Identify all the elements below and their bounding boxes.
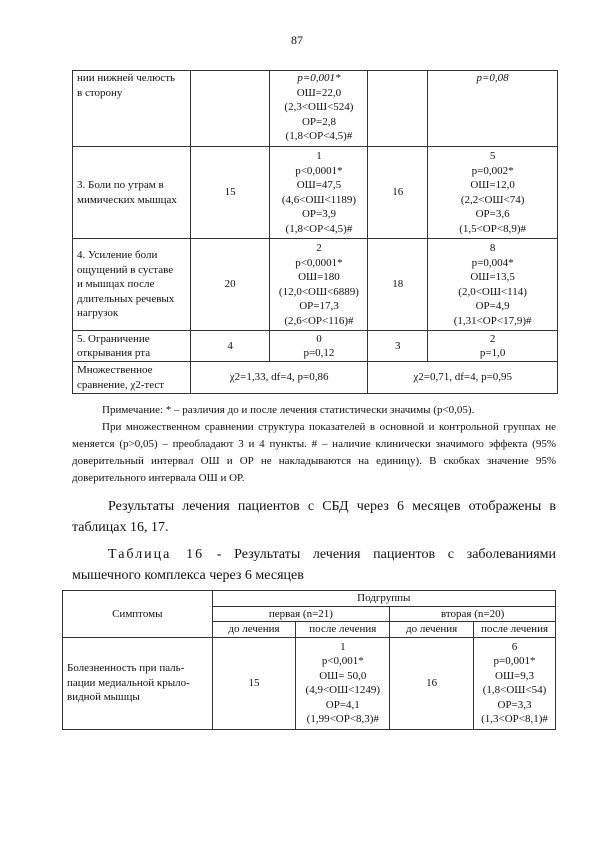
table-note bbox=[72, 402, 556, 487]
group1-before: 15 bbox=[212, 637, 296, 729]
table-row bbox=[73, 331, 558, 362]
group2-count: 3 bbox=[368, 331, 428, 362]
group2-stats: 5 p=0,002* ОШ=12,0 (2,2<ОШ<74) ОР=3,6 (1,5<ОР<8,9)# bbox=[428, 147, 558, 239]
symptom-label: Болезненность при паль- пации медиальной крыло- видной мышцы bbox=[63, 637, 213, 729]
note-explanation: При множественном сравнении структура показателей в основной и контрольной группах не меняется (p>0,05) – преобладают 3 и 4 пункты. # – наличие клинически значимого эффекта (95% доверительный интервал ОШ и ОР не накладываются на единицу). В скобках значение 95% доверительного интервала ОШ и ОР. bbox=[72, 421, 556, 484]
group1-stats: p=0,001* ОШ=22,0 (2,3<ОШ<524) ОР=2,8 (1,8<ОР<4,5)# bbox=[270, 71, 368, 147]
group1-after: 1 p<0,001* ОШ= 50,0 (4,9<ОШ<1249) ОР=4,1 (1,99<ОР<8,3)# bbox=[296, 637, 390, 729]
group1-after-header: после лечения bbox=[296, 622, 390, 638]
summary-row bbox=[73, 362, 558, 394]
table-caption bbox=[72, 544, 556, 586]
continued-results-table bbox=[72, 70, 558, 394]
six-month-results-table bbox=[62, 590, 556, 730]
group1-count: 4 bbox=[190, 331, 270, 362]
group1-count: 20 bbox=[190, 239, 270, 331]
symptom-label: 4. Усиление боли ощущений в суставе и мышцах после длительных речевых нагрузок bbox=[73, 239, 191, 331]
group1-stats: 0 p=0,12 bbox=[270, 331, 368, 362]
group1-count: 15 bbox=[190, 147, 270, 239]
symptom-label: нии нижней челюсть в сторону bbox=[73, 71, 191, 147]
group2-chi-square: χ2=0,71, df=4, p=0,95 bbox=[368, 362, 558, 394]
page-number: 87 bbox=[291, 33, 303, 47]
group2-header: вторая (n=20) bbox=[390, 606, 556, 622]
group1-before-header: до лечения bbox=[212, 622, 296, 638]
table-row bbox=[73, 71, 558, 147]
symptom-label: 3. Боли по утрам в мимических мышцах bbox=[73, 147, 191, 239]
table-caption-text: - Результаты лечения пациентов с заболеваниями мышечного комплекса через 6 месяцев bbox=[72, 547, 556, 583]
group1-chi-square: χ2=1,33, df=4, p=0,86 bbox=[190, 362, 368, 394]
summary-label: Множественное сравнение, χ2-тест bbox=[73, 362, 191, 394]
results-paragraph: Результаты лечения пациентов с СБД через 6 месяцев отображены в таблицах 16, 17. bbox=[72, 499, 556, 535]
table-row bbox=[63, 637, 556, 729]
group1-count bbox=[190, 71, 270, 147]
header-row bbox=[63, 591, 556, 607]
group1-stats: 2 p<0,0001* ОШ=180 (12,0<ОШ<6889) ОР=17,3 (2,6<ОР<116)# bbox=[270, 239, 368, 331]
group2-count: 18 bbox=[368, 239, 428, 331]
group1-header: первая (n=21) bbox=[212, 606, 390, 622]
group1-stats: 1 p<0,0001* ОШ=47,5 (4,6<ОШ<1189) ОР=3,9 (1,8<ОР<4,5)# bbox=[270, 147, 368, 239]
symptom-label: 5. Ограничение открывания рта bbox=[73, 331, 191, 362]
group2-stats: 8 p=0,004* ОШ=13,5 (2,0<ОШ<114) ОР=4,9 (1,31<ОР<17,9)# bbox=[428, 239, 558, 331]
group2-before: 16 bbox=[390, 637, 474, 729]
group2-count bbox=[368, 71, 428, 147]
subgroups-header: Подгруппы bbox=[212, 591, 555, 607]
group2-stats: 2 p=1,0 bbox=[428, 331, 558, 362]
table-caption-label: Таблица 16 bbox=[108, 547, 205, 562]
table-row bbox=[73, 239, 558, 331]
group2-before-header: до лечения bbox=[390, 622, 474, 638]
group2-stats: p=0,08 bbox=[428, 71, 558, 147]
table-row bbox=[73, 147, 558, 239]
group2-after-header: после лечения bbox=[474, 622, 556, 638]
symptoms-header: Симптомы bbox=[63, 591, 213, 638]
note-significance: Примечание: * – различия до и после лечения статистически значимы (p<0,05). bbox=[102, 404, 475, 416]
group2-after: 6 p=0,001* ОШ=9,3 (1,8<ОШ<54) ОР=3,3 (1,3<ОР<8,1)# bbox=[474, 637, 556, 729]
group2-count: 16 bbox=[368, 147, 428, 239]
